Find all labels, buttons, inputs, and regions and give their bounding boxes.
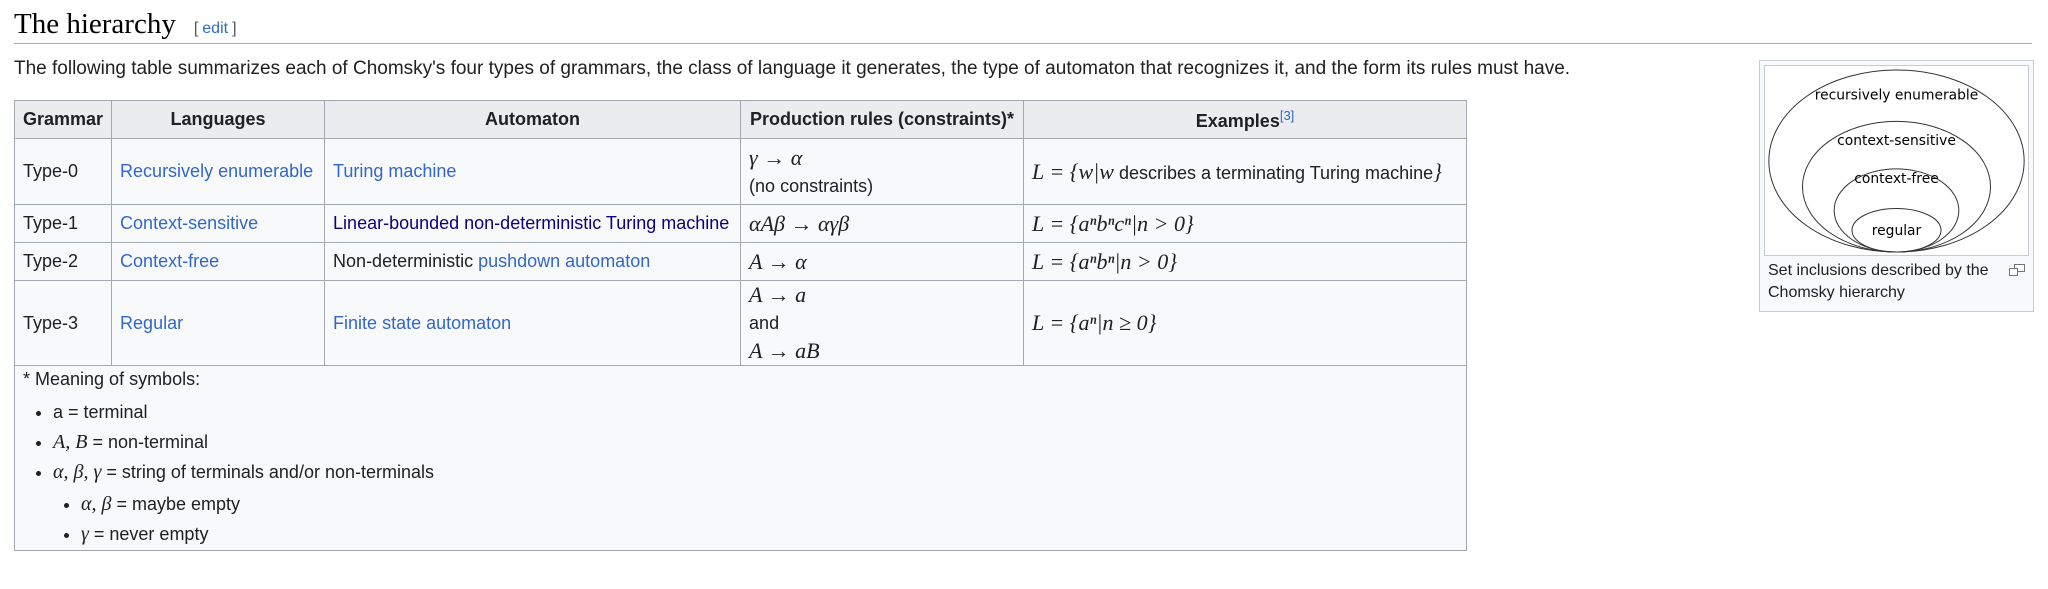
list-item xyxy=(53,398,1458,426)
rule-cell xyxy=(741,205,1024,243)
rule-formula: A → α xyxy=(749,248,807,274)
example-cell xyxy=(1024,205,1467,243)
header-automaton: Automaton xyxy=(325,101,741,139)
label-context-free: context-free xyxy=(1854,170,1939,187)
edit-bracket-close: ] xyxy=(232,20,237,37)
edit-section xyxy=(194,20,237,38)
section-heading xyxy=(14,4,2032,44)
rule-note: (no constraints) xyxy=(749,175,874,196)
list-item xyxy=(81,520,1458,548)
rule-and: and xyxy=(749,313,780,333)
symbol: a xyxy=(53,402,64,422)
language-cell xyxy=(112,139,325,205)
symbol-desc: = string of terminals and/or non-terminals xyxy=(101,462,434,482)
footnote-cell xyxy=(15,366,1467,551)
rule-cell xyxy=(741,139,1024,205)
example-text: describes a terminating Turing machine xyxy=(1113,162,1434,183)
thumbnail-figure xyxy=(1759,60,2034,312)
symbol-desc: = terminal xyxy=(63,402,148,422)
automaton-link[interactable]: Finite state automaton xyxy=(333,312,512,333)
list-item xyxy=(53,428,1458,456)
example-formula-end: } xyxy=(1433,158,1442,184)
symbol: α, β xyxy=(81,493,112,515)
grammar-cell: Type-2 xyxy=(15,243,112,281)
symbol-desc: = never empty xyxy=(88,524,209,544)
grammar-cell: Type-1 xyxy=(15,205,112,243)
automaton-prefix: Non-deterministic xyxy=(333,251,479,271)
header-examples-label: Examples xyxy=(1195,110,1280,131)
automaton-cell xyxy=(325,139,741,205)
automaton-link[interactable]: pushdown automaton xyxy=(478,251,651,271)
header-languages: Languages xyxy=(112,101,325,139)
header-grammar: Grammar xyxy=(15,101,112,139)
language-link[interactable]: Context-sensitive xyxy=(120,213,259,233)
table-row xyxy=(15,205,1467,243)
automaton-link[interactable]: Turing machine xyxy=(333,161,457,181)
figure-caption xyxy=(1764,256,2029,304)
chomsky-table xyxy=(14,100,1467,551)
rule-cell xyxy=(741,281,1024,366)
automaton-link[interactable]: Linear-bounded non-deterministic Turing machine xyxy=(333,213,730,233)
symbol: γ xyxy=(81,523,89,545)
example-formula: L = {aⁿbⁿ|n > 0} xyxy=(1032,248,1178,274)
language-link[interactable]: Context-free xyxy=(120,251,220,271)
intro-paragraph: The following table summarizes each of Chomsky's four types of grammars, the class of language it generates, the type of automaton that recognizes it, and the form its rules must have. xyxy=(14,58,1571,79)
rule-formula: A → a xyxy=(749,282,807,307)
rule-cell xyxy=(741,243,1024,281)
footnote-heading: * Meaning of symbols: xyxy=(23,369,201,389)
automaton-cell xyxy=(325,243,741,281)
symbol-desc: = non-terminal xyxy=(87,432,208,452)
rule-formula: γ → α xyxy=(749,144,803,170)
language-cell xyxy=(112,205,325,243)
symbol-list xyxy=(23,398,1458,548)
magnify-clip-icon[interactable] xyxy=(2009,264,2025,276)
label-context-sensitive: context-sensitive xyxy=(1837,133,1956,150)
edit-bracket-open: [ xyxy=(193,20,199,37)
header-production-rules: Production rules (constraints)* xyxy=(741,101,1024,139)
example-cell xyxy=(1024,281,1467,366)
grammar-cell: Type-3 xyxy=(15,281,112,366)
example-formula: L = {aⁿ|n ≥ 0} xyxy=(1032,310,1157,335)
grammar-cell: Type-0 xyxy=(15,139,112,205)
table-footnote-row xyxy=(15,366,1467,551)
language-cell xyxy=(112,243,325,281)
table-header-row xyxy=(15,101,1467,139)
section-title: The hierarchy xyxy=(14,8,176,40)
language-link[interactable]: Recursively enumerable xyxy=(120,161,314,181)
automaton-cell xyxy=(325,205,741,243)
edit-link[interactable]: edit xyxy=(202,20,229,37)
caption-text: Set inclusions described by the Chomsky hierarchy xyxy=(1768,262,1989,301)
symbol: α, β, γ xyxy=(53,461,102,483)
label-regular: regular xyxy=(1871,223,1922,240)
symbol-desc: = maybe empty xyxy=(111,494,241,514)
rule-formula: αAβ → αγβ xyxy=(749,210,850,236)
automaton-cell xyxy=(325,281,741,366)
symbol-sublist xyxy=(53,490,1458,548)
example-formula: L = {aⁿbⁿcⁿ|n > 0} xyxy=(1032,210,1194,236)
header-examples xyxy=(1024,101,1467,139)
language-cell xyxy=(112,281,325,366)
language-link[interactable]: Regular xyxy=(120,312,184,333)
table-row xyxy=(15,243,1467,281)
example-formula-start: L = {w|w xyxy=(1032,158,1114,184)
table-row xyxy=(15,281,1467,366)
hierarchy-diagram[interactable] xyxy=(1764,65,2029,256)
example-cell xyxy=(1024,243,1467,281)
list-item xyxy=(53,458,1458,548)
list-item xyxy=(81,490,1458,518)
rule-formula-2: A → aB xyxy=(749,338,820,363)
example-cell xyxy=(1024,139,1467,205)
reference-link[interactable]: [3] xyxy=(1279,107,1295,123)
table-row xyxy=(15,139,1467,205)
symbol: A, B xyxy=(53,431,88,453)
label-recursively-enumerable: recursively enumerable xyxy=(1814,87,1979,104)
